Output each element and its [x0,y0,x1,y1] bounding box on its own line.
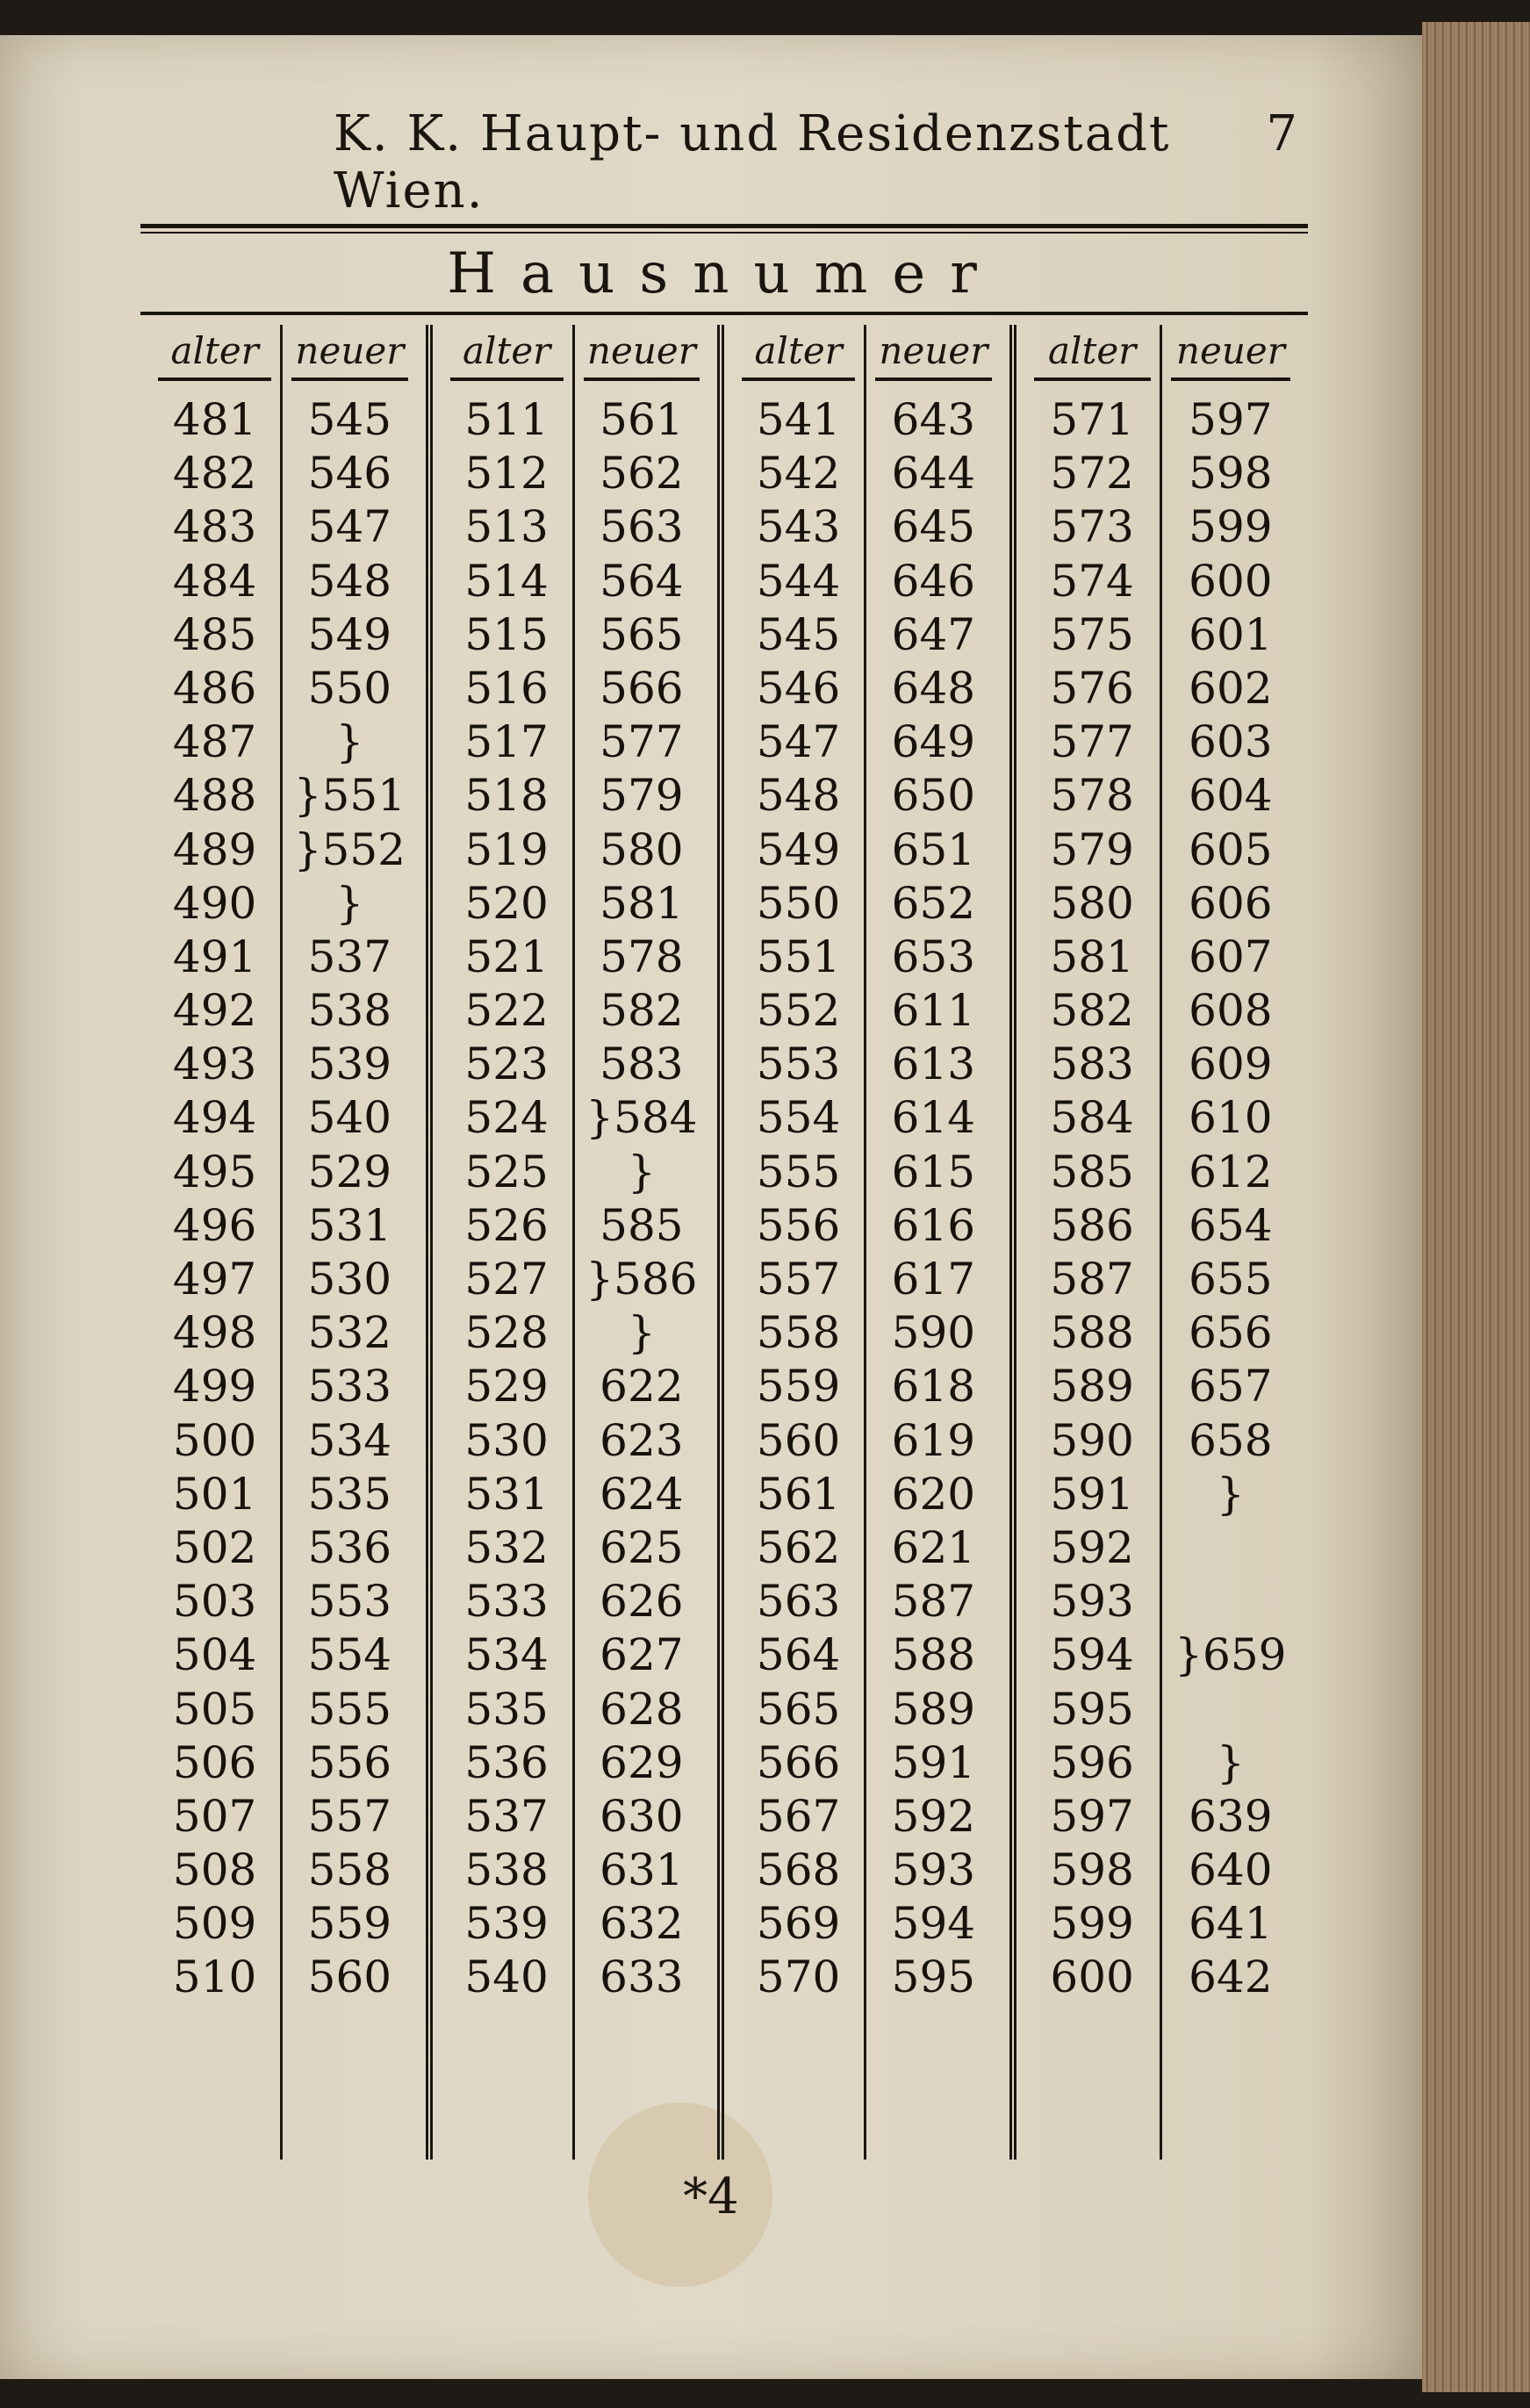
alter-number: 506 [172,1736,257,1788]
neuer-number: 611 [891,985,976,1037]
neuer-number: 583 [600,1039,684,1090]
alter-number: 593 [1050,1576,1134,1628]
neuer-number: 553 [307,1576,392,1628]
neuer-number: 536 [307,1521,392,1573]
alter-number: 513 [464,501,549,553]
alter-number: 525 [464,1146,549,1197]
alter-number: 555 [756,1146,841,1197]
neuer-number: 604 [1189,770,1273,822]
alter-number: 496 [172,1199,257,1251]
neuer-number: 658 [1189,1414,1273,1466]
alter-number: 482 [172,448,257,500]
alter-number: 493 [172,1039,257,1090]
alter-number: 585 [1050,1146,1134,1197]
neuer-number: 549 [307,608,392,660]
neuer-number [1162,1521,1299,1575]
neuer-number: 546 [307,448,392,500]
neuer-number: 554 [307,1629,392,1681]
neuer-number: }659 [1174,1629,1287,1681]
alter-number: 558 [756,1307,841,1359]
neuer-number: 537 [307,931,392,982]
neuer-number: 532 [307,1307,392,1359]
alter-number: 587 [1050,1254,1134,1305]
alter-number: 541 [756,394,841,445]
neuer-number: 545 [307,394,392,445]
neuer-number: } [627,1146,656,1197]
neuer-number: 599 [1189,501,1273,553]
header-title: K. K. Haupt- und Residenzstadt Wien. [334,105,1171,219]
alter-number: 553 [756,1039,841,1090]
alter-number: 516 [464,662,549,714]
alter-number: 577 [1050,716,1134,768]
neuer-number: } [1216,1736,1245,1788]
page-number: 7 [1266,105,1299,162]
alter-number: 561 [756,1468,841,1520]
neuer-number: 614 [891,1092,976,1144]
neuer-number: 550 [307,662,392,714]
alter-number: 551 [756,931,841,982]
signature-mark: *4 [683,2168,739,2225]
neuer-column [866,325,1000,2160]
alter-header: alter [158,325,271,381]
neuer-number: 653 [891,931,976,982]
alter-number: 539 [464,1898,549,1950]
neuer-number: 639 [1189,1790,1273,1842]
neuer-number: 621 [891,1521,976,1573]
alter-number: 586 [1050,1199,1134,1251]
neuer-number: }584 [585,1092,698,1144]
alter-number: 515 [464,608,549,660]
alter-number: 526 [464,1199,549,1251]
alter-number: 503 [172,1576,257,1628]
alter-number: 584 [1050,1092,1134,1144]
alter-number: 486 [172,662,257,714]
alter-number: 501 [172,1468,257,1520]
alter-number: 550 [756,877,841,929]
alter-number: 556 [756,1199,841,1251]
alter-number: 511 [464,394,549,445]
neuer-number: 642 [1189,1952,1273,2003]
alter-number: 569 [756,1898,841,1950]
neuer-number: 641 [1189,1898,1273,1950]
neuer-number: 538 [307,985,392,1037]
alter-column [733,325,866,2160]
neuer-number: 650 [891,770,976,822]
alter-number: 512 [464,448,549,500]
running-header [334,105,1299,219]
alter-number: 509 [172,1898,257,1950]
neuer-number: 617 [891,1254,976,1305]
alter-number: 588 [1050,1307,1134,1359]
neuer-number: 540 [307,1092,392,1144]
neuer-number: 624 [600,1468,684,1520]
neuer-number: 640 [1189,1844,1273,1896]
alter-number: 575 [1050,608,1134,660]
neuer-number: 601 [1189,608,1273,660]
neuer-number: 626 [600,1576,684,1628]
alter-number: 532 [464,1521,549,1573]
top-rule-thin [140,232,1308,234]
neuer-number: 655 [1189,1254,1273,1305]
alter-number: 579 [1050,823,1134,875]
neuer-number: 608 [1189,985,1273,1037]
neuer-number: 556 [307,1736,392,1788]
neuer-number: 563 [600,501,684,553]
neuer-number: 625 [600,1521,684,1573]
neuer-column [575,325,708,2160]
alter-number: 485 [172,608,257,660]
alter-number: 510 [172,1952,257,2003]
neuer-number: 597 [1189,394,1273,445]
alter-number: 546 [756,662,841,714]
neuer-number: 531 [307,1199,392,1251]
neuer-number: }551 [293,770,406,822]
alter-number: 549 [756,823,841,875]
alter-number: 522 [464,985,549,1037]
neuer-number: 588 [891,1629,976,1681]
alter-number: 572 [1050,448,1134,500]
alter-column [442,325,575,2160]
neuer-number: 609 [1189,1039,1273,1090]
column-group-2 [433,325,725,2160]
alter-number: 576 [1050,662,1134,714]
neuer-header: neuer [1171,325,1290,381]
alter-number: 599 [1050,1898,1134,1950]
neuer-number: 643 [891,394,976,445]
alter-number: 500 [172,1414,257,1466]
alter-number: 533 [464,1576,549,1628]
alter-number: 537 [464,1790,549,1842]
alter-number: 488 [172,770,257,822]
neuer-number: 560 [307,1952,392,2003]
neuer-number: 607 [1189,931,1273,982]
alter-number: 589 [1050,1361,1134,1412]
alter-number: 484 [172,555,257,607]
neuer-number: 529 [307,1146,392,1197]
alter-number: 571 [1050,394,1134,445]
neuer-number: 566 [600,662,684,714]
neuer-number [1162,1575,1299,1628]
column-group-1 [140,325,433,2160]
alter-number: 559 [756,1361,841,1412]
alter-number: 554 [756,1092,841,1144]
neuer-number: 606 [1189,877,1273,929]
alter-number: 504 [172,1629,257,1681]
neuer-number: 616 [891,1199,976,1251]
alter-number: 528 [464,1307,549,1359]
neuer-number: 644 [891,448,976,500]
neuer-number: 594 [891,1898,976,1950]
neuer-number: 559 [307,1898,392,1950]
alter-number: 490 [172,877,257,929]
neuer-number: 598 [1189,448,1273,500]
alter-number: 590 [1050,1414,1134,1466]
neuer-number: 627 [600,1629,684,1681]
neuer-number: 534 [307,1414,392,1466]
neuer-number: 582 [600,985,684,1037]
neuer-number: 618 [891,1361,976,1412]
neuer-number: 603 [1189,716,1273,768]
alter-number: 568 [756,1844,841,1896]
neuer-number: 565 [600,608,684,660]
neuer-number: 591 [891,1736,976,1788]
neuer-number: 610 [1189,1092,1273,1144]
alter-number: 499 [172,1361,257,1412]
alter-number: 545 [756,608,841,660]
neuer-number: 561 [600,394,684,445]
neuer-number: 579 [600,770,684,822]
alter-number: 492 [172,985,257,1037]
neuer-number: 630 [600,1790,684,1842]
page-edges [1422,22,1530,2392]
alter-number: 505 [172,1683,257,1735]
alter-number: 560 [756,1414,841,1466]
neuer-number: 577 [600,716,684,768]
alter-number: 592 [1050,1521,1134,1573]
top-rule [140,224,1308,228]
neuer-number: 587 [891,1576,976,1628]
alter-number: 498 [172,1307,257,1359]
alter-number: 495 [172,1146,257,1197]
alter-number: 598 [1050,1844,1134,1896]
neuer-number: 535 [307,1468,392,1520]
neuer-number: 632 [600,1898,684,1950]
neuer-number: 580 [600,823,684,875]
alter-header: alter [742,325,855,381]
alter-number: 596 [1050,1736,1134,1788]
alter-number: 507 [172,1790,257,1842]
alter-number: 521 [464,931,549,982]
alter-number: 562 [756,1521,841,1573]
alter-number: 548 [756,770,841,822]
neuer-header: neuer [584,325,700,381]
alter-number: 565 [756,1683,841,1735]
alter-number: 594 [1050,1629,1134,1681]
alter-number: 552 [756,985,841,1037]
alter-number: 563 [756,1576,841,1628]
neuer-number: 647 [891,608,976,660]
neuer-number: } [335,877,364,929]
neuer-number: 592 [891,1790,976,1842]
alter-header: alter [450,325,564,381]
alter-number: 581 [1050,931,1134,982]
alter-number: 573 [1050,501,1134,553]
alter-number: 540 [464,1952,549,2003]
alter-number: 483 [172,501,257,553]
alter-number: 547 [756,716,841,768]
neuer-number: 533 [307,1361,392,1412]
alter-number: 481 [172,394,257,445]
neuer-number [1162,1683,1299,1736]
column-group-3 [724,325,1016,2160]
neuer-number: 578 [600,931,684,982]
neuer-number: 530 [307,1254,392,1305]
neuer-number: 555 [307,1683,392,1735]
alter-number: 557 [756,1254,841,1305]
alter-column [1025,325,1162,2160]
title-rule [140,312,1308,315]
alter-number: 595 [1050,1683,1134,1735]
neuer-number: 623 [600,1414,684,1466]
alter-number: 597 [1050,1790,1134,1842]
alter-number: 514 [464,555,549,607]
neuer-number: }552 [293,823,406,875]
neuer-number: 595 [891,1952,976,2003]
neuer-number: 629 [600,1736,684,1788]
neuer-number: 613 [891,1039,976,1090]
neuer-number: 589 [891,1683,976,1735]
neuer-number: 557 [307,1790,392,1842]
alter-number: 508 [172,1844,257,1896]
alter-number: 567 [756,1790,841,1842]
alter-number: 534 [464,1629,549,1681]
column-group-4 [1016,325,1309,2160]
alter-number: 600 [1050,1952,1134,2003]
neuer-number: 558 [307,1844,392,1896]
alter-number: 524 [464,1092,549,1144]
alter-number: 530 [464,1414,549,1466]
alter-number: 582 [1050,985,1134,1037]
alter-number: 502 [172,1521,257,1573]
neuer-number: 622 [600,1361,684,1412]
alter-number: 564 [756,1629,841,1681]
alter-number: 544 [756,555,841,607]
alter-number: 536 [464,1736,549,1788]
neuer-number: } [335,716,364,768]
neuer-number: 657 [1189,1361,1273,1412]
neuer-number: 620 [891,1468,976,1520]
alter-number: 531 [464,1468,549,1520]
neuer-number: 605 [1189,823,1273,875]
alter-number: 527 [464,1254,549,1305]
neuer-number: 645 [891,501,976,553]
alter-number: 591 [1050,1468,1134,1520]
neuer-number: 612 [1189,1146,1273,1197]
neuer-number: 628 [600,1683,684,1735]
alter-number: 491 [172,931,257,982]
alter-number: 535 [464,1683,549,1735]
alter-number: 518 [464,770,549,822]
alter-number: 538 [464,1844,549,1896]
alter-number: 519 [464,823,549,875]
alter-header: alter [1034,325,1151,381]
alter-number: 566 [756,1736,841,1788]
neuer-number: } [1216,1468,1245,1520]
neuer-number: 651 [891,823,976,875]
house-number-table [140,325,1308,2160]
neuer-header: neuer [875,325,991,381]
neuer-number: 631 [600,1844,684,1896]
neuer-number: 585 [600,1199,684,1251]
neuer-number: 548 [307,555,392,607]
neuer-column [1162,325,1299,2160]
alter-number: 583 [1050,1039,1134,1090]
neuer-number: } [627,1307,656,1359]
alter-number: 542 [756,448,841,500]
alter-number: 489 [172,823,257,875]
alter-number: 580 [1050,877,1134,929]
neuer-number: }586 [585,1254,698,1305]
alter-number: 543 [756,501,841,553]
neuer-number: 656 [1189,1307,1273,1359]
alter-number: 570 [756,1952,841,2003]
alter-number: 523 [464,1039,549,1090]
neuer-number: 615 [891,1146,976,1197]
alter-number: 494 [172,1092,257,1144]
alter-number: 517 [464,716,549,768]
neuer-number: 652 [891,877,976,929]
neuer-number: 654 [1189,1199,1273,1251]
alter-number: 529 [464,1361,549,1412]
neuer-number: 649 [891,716,976,768]
neuer-number: 602 [1189,662,1273,714]
neuer-number: 564 [600,555,684,607]
neuer-column [283,325,416,2160]
alter-number: 520 [464,877,549,929]
neuer-number: 547 [307,501,392,553]
alter-number: 574 [1050,555,1134,607]
neuer-number: 539 [307,1039,392,1090]
neuer-number: 562 [600,448,684,500]
neuer-number: 646 [891,555,976,607]
alter-number: 578 [1050,770,1134,822]
neuer-number: 590 [891,1307,976,1359]
neuer-number: 593 [891,1844,976,1896]
neuer-number: 619 [891,1414,976,1466]
neuer-number: 581 [600,877,684,929]
section-title: Hausnumer [447,241,1002,306]
alter-column [149,325,283,2160]
neuer-number: 600 [1189,555,1273,607]
neuer-header: neuer [291,325,407,381]
alter-number: 497 [172,1254,257,1305]
alter-number: 487 [172,716,257,768]
neuer-number: 633 [600,1952,684,2003]
neuer-number: 648 [891,662,976,714]
